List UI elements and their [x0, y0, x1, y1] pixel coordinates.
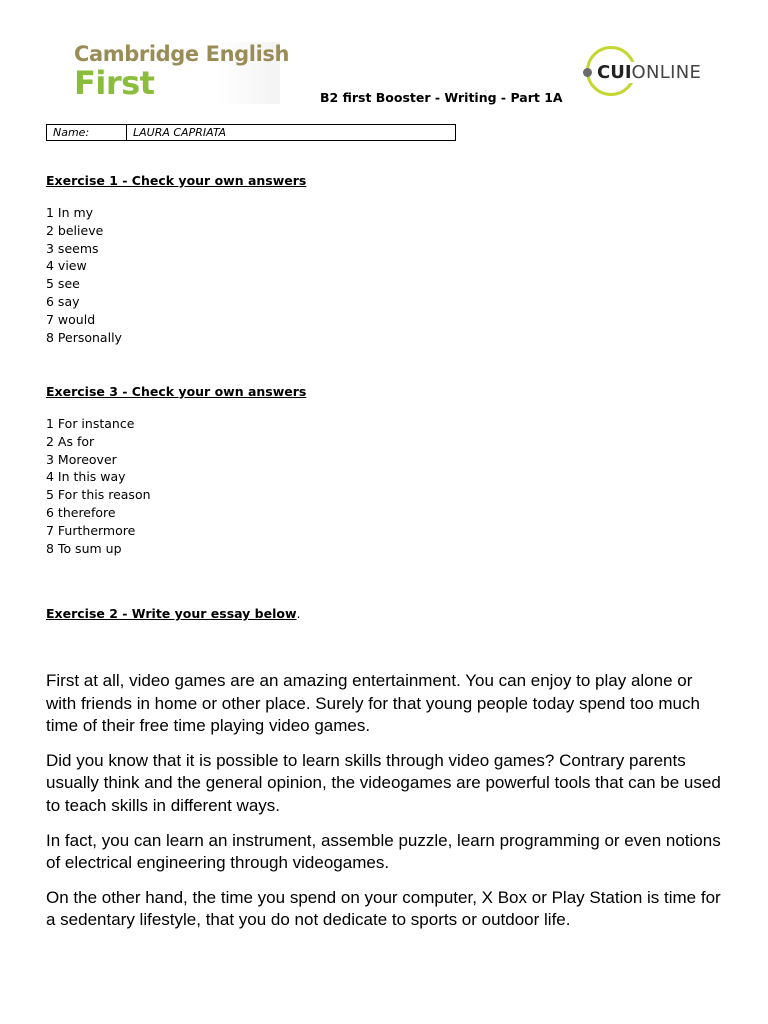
list-item: 2 believe: [46, 222, 104, 238]
cui-online-logo: [582, 46, 722, 102]
exercise2-heading-period: .: [296, 606, 301, 621]
exercise1-answer-list: [46, 204, 122, 346]
list-item: 8 Personally: [46, 329, 122, 345]
list-item: 7 Furthermore: [46, 522, 136, 538]
list-item: 7 would: [46, 311, 96, 327]
list-item: 3 Moreover: [46, 451, 117, 467]
name-value: LAURA CAPRIATA: [133, 126, 227, 139]
list-item: 8 To sum up: [46, 540, 122, 556]
cui-logo-text: [596, 62, 702, 83]
essay-paragraph: Did you know that it is possible to learn skills through video games? Contrary parents usually think and the general opinion, the videogames are powerful tools that can be used to teach skills in different ways.: [46, 750, 721, 815]
list-item: 4 In this way: [46, 469, 126, 485]
list-item: 1 For instance: [46, 416, 135, 431]
cui-dot-icon: [583, 68, 592, 77]
essay-paragraph: On the other hand, the time you spend on your computer, X Box or Play Station is time for a sedentary lifestyle, that you do not dedicate to sports or outdoor life.: [46, 887, 721, 930]
list-item: 1 In my: [46, 205, 94, 220]
cambridge-logo-line1: Cambridge English: [74, 42, 290, 66]
list-item: 5 see: [46, 276, 80, 292]
list-item: 4 view: [46, 258, 87, 274]
exercise2-heading-line: [46, 606, 301, 621]
list-item: 3 seems: [46, 240, 99, 256]
essay-body: [46, 670, 726, 944]
cui-logo-light: ONLINE: [631, 62, 702, 83]
list-item: 6 therefore: [46, 504, 116, 520]
cambridge-logo-line2: First: [74, 64, 155, 102]
list-item: 5 For this reason: [46, 487, 151, 503]
list-item: 2 As for: [46, 433, 95, 449]
essay-paragraph: First at all, video games are an amazing entertainment. You can enjoy to play alone or with friends in home or other place. Surely for that young people today spend too much time of their free time playing video games.: [46, 671, 700, 736]
document-title: B2 first Booster - Writing - Part 1A: [320, 90, 563, 105]
exercise3-heading: Exercise 3 - Check your own answers: [46, 384, 307, 399]
cui-logo-bold: CUI: [597, 62, 632, 83]
name-table: [46, 124, 456, 141]
exercise3-answer-list: [46, 415, 151, 557]
exercise2-heading: Exercise 2 - Write your essay below: [46, 606, 297, 621]
list-item: 6 say: [46, 293, 80, 309]
cambridge-english-logo: [72, 42, 290, 104]
name-label: Name:: [47, 125, 127, 140]
exercise1-heading: Exercise 1 - Check your own answers: [46, 173, 307, 188]
essay-paragraph: In fact, you can learn an instrument, assemble puzzle, learn programming or even notions of electrical engineering through videogames.: [46, 830, 721, 873]
